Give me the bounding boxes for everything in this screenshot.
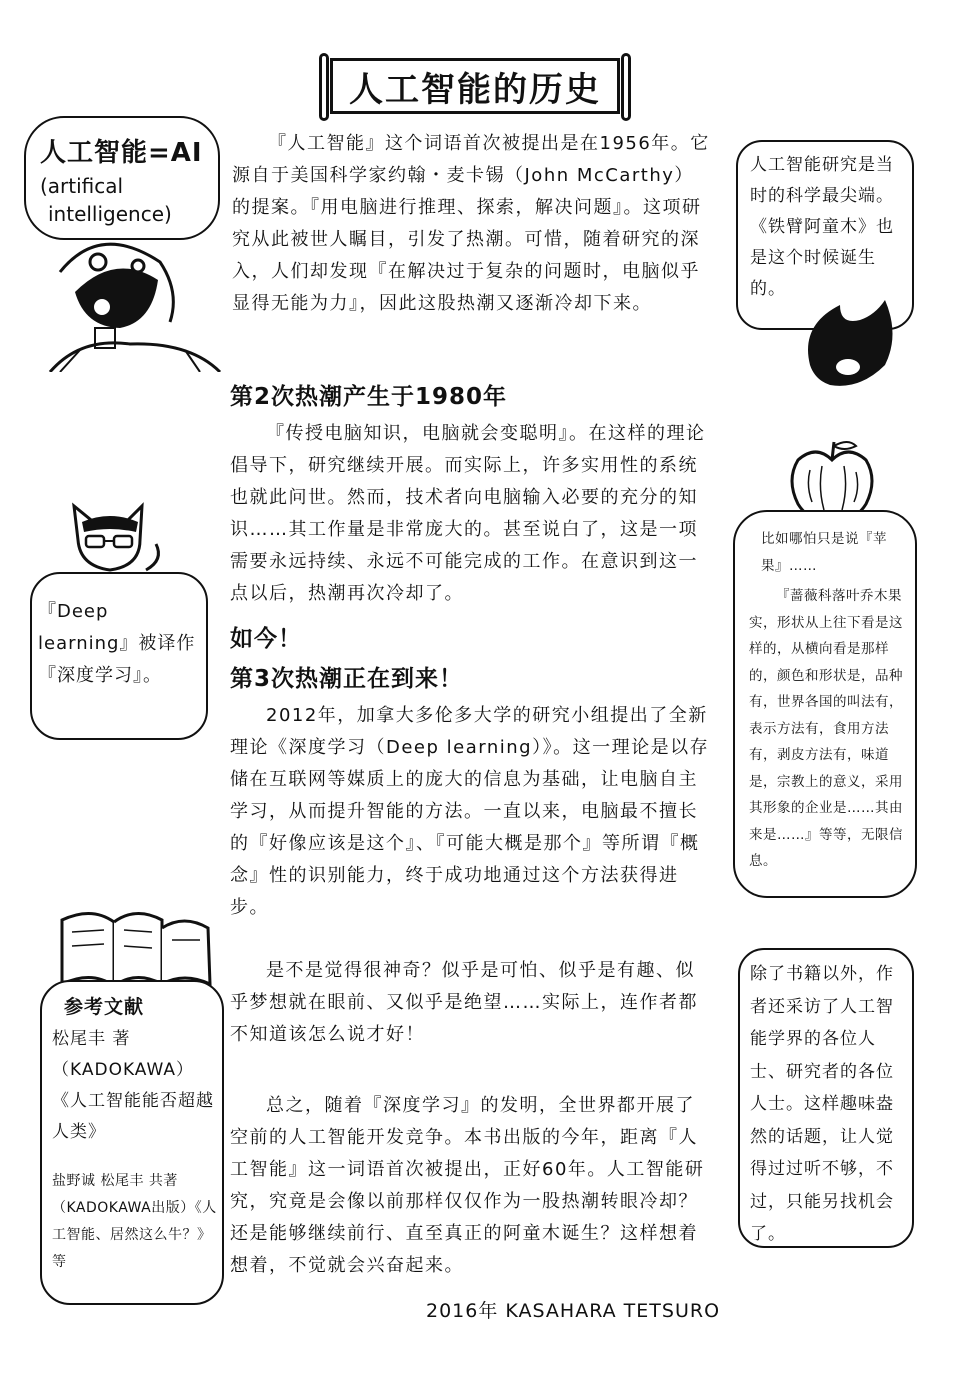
history-paragraph-3: 2012年，加拿大多伦多大学的研究小组提出了全新理论《深度学习（Deep learning）》。这一理论是以存储在互联网等媒质上的庞大的信息为基础，让电脑自主学习，从而提升智能的方法。一直以来，电脑最不擅长的『好像应该是这个』、『可能大概是那个』等所谓『概念』性的识别能力，终于成功地通过这个方法获得进步。 (230, 705, 710, 918)
page-title-text: 人工智能的历史 (349, 69, 601, 110)
deep-learning-bubble (30, 572, 208, 740)
interview-bubble-text: 除了书籍以外，作者还采访了人工智能学界的各位人士、研究者的各位人士。这样趣味盎然的话题，让人觉得过过听不够，不过，只能另找机会了。 (750, 964, 894, 1244)
ai-speech-bubble (24, 116, 220, 240)
references-bubble (40, 980, 224, 1305)
page-title (330, 58, 620, 114)
apple-info-bubble (733, 510, 917, 898)
references-heading: 参考文献 (64, 996, 145, 1018)
history-paragraph-1: 『人工智能』这个词语首次被提出是在1956年。它源自于美国科学家约翰・麦卡锡（John McCarthy）的提案。『用电脑进行推理、探索，解决问题』。这项研究从此被世人瞩目，引发了热潮。可惜，随着研究的深入，人们却发现『在解决过于复杂的问题时，电脑似乎显得无能为力』，因此这股热潮又逐渐冷却下来。 (232, 133, 710, 314)
astro-boy-bubble-text: 人工智能研究是当时的科学最尖端。《铁臂阿童木》也是这个时候诞生的。 (750, 155, 894, 299)
astro-boy-illustration (790, 295, 910, 395)
books-illustration (52, 900, 222, 990)
second-boom-heading: 第2次热潮产生于1980年 (230, 384, 508, 410)
third-boom-heading: 第3次热潮正在到来！ (230, 666, 464, 692)
robot-girl-illustration (40, 232, 230, 372)
apple-bubble-line2: 『蔷薇科落叶乔木果实，形状从上往下看是这样的，从横向看是那样的，颜色和形状是，品种有，世界各国的叫法有，表示方法有，食用方法有，剥皮方法有，味道是，宗教上的意义，采用其形象的企业是……其由来是……』等等，无限信息。 (749, 588, 903, 869)
deep-learning-bubble-text: 『Deep learning』被译作『深度学习』。 (38, 601, 196, 686)
ai-bubble-line2: intelligence) (48, 202, 172, 226)
reference-1: 松尾丰 著（KADOKAWA）《人工智能能否超越人类》 (52, 1029, 214, 1142)
closing-paragraph-2: 总之，随着『深度学习』的发明，全世界都开展了空前的人工智能开发竞争。本书出版的今年，距离『人工智能』这一词语首次被提出，正好60年。人工智能研究，究竟是会像以前那样仅仅作为一股热潮转眼冷却？还是能够继续前行、直至真正的阿童木诞生？这样想着想着，不觉就会兴奋起来。 (230, 1095, 705, 1276)
author-signature: 2016年 KASAHARA TETSURO (426, 1300, 721, 1322)
cat-illustration (60, 500, 170, 580)
nowadays-heading: 如今！ (230, 626, 302, 652)
closing-paragraph-1: 是不是觉得很神奇？似乎是可怕、似乎是有趣、似乎梦想就在眼前、又似乎是绝望……实际上，连作者都不知道该怎么说才好！ (230, 960, 698, 1045)
history-paragraph-2: 『传授电脑知识，电脑就会变聪明』。在这样的理论倡导下，研究继续开展。而实际上，许多实用性的系统也就此问世。然而，技术者向电脑输入必要的充分的知识……其工作量是非常庞大的。甚至说白了，这是一项需要永远持续、永远不可能完成的工作。在意识到这一点以后，热潮再次冷却了。 (230, 423, 706, 604)
apple-bubble-line1: 比如哪怕只是说『苹果』…… (761, 531, 887, 574)
reference-2: 盐野诚 松尾丰 共著（KADOKAWA出版）《人工智能、居然这么牛？》等 (52, 1173, 217, 1270)
ai-bubble-heading: 人工智能=AI (40, 138, 203, 168)
interview-bubble (738, 948, 914, 1248)
ai-bubble-line1: (artifical (40, 174, 124, 198)
